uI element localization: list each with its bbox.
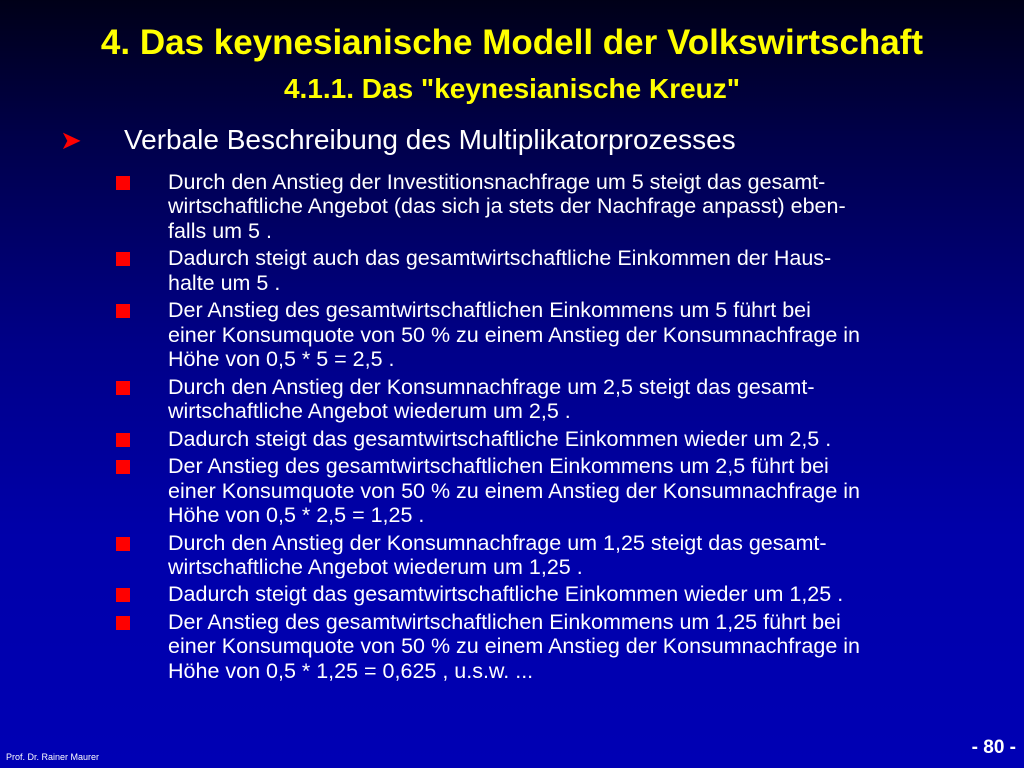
slide-title: 4. Das keynesianische Modell der Volkswirtschaft bbox=[100, 23, 924, 62]
list-item-text: Der Anstieg des gesamtwirtschaftlichen Einkommens um 5 führt bei einer Konsumquote von 50 % zu einem Anstieg der Konsumnachfrage in Höhe von 0,5 * 5 = 2,5 . bbox=[168, 298, 861, 371]
list-item bbox=[114, 531, 1014, 580]
square-bullet-icon bbox=[116, 616, 130, 630]
square-bullet-icon bbox=[116, 304, 130, 318]
bullet-list bbox=[114, 170, 1014, 686]
section-heading-text: Verbale Beschreibung des Multiplikatorprozesses bbox=[124, 124, 736, 155]
square-bullet-icon bbox=[116, 381, 130, 395]
list-item-text: Der Anstieg des gesamtwirtschaftlichen Einkommens um 1,25 führt bei einer Konsumquote von 50 % zu einem Anstieg der Konsumnachfrage in Höhe von 0,5 * 1,25 = 0,625 , u.s.w. ... bbox=[168, 610, 861, 683]
slide-subtitle: 4.1.1. Das "keynesianische Kreuz" bbox=[283, 73, 741, 104]
list-item-text: Durch den Anstieg der Konsumnachfrage um 1,25 steigt das gesamt- wirtschaftliche Angebot wiederum um 1,25 . bbox=[168, 530, 827, 579]
square-bullet-icon bbox=[116, 537, 130, 551]
square-bullet-icon bbox=[116, 460, 130, 474]
list-item-text: Dadurch steigt auch das gesamtwirtschaftliche Einkommen der Haus- halte um 5 . bbox=[168, 246, 832, 295]
footer-author: Prof. Dr. Rainer Maurer bbox=[6, 752, 100, 762]
list-item bbox=[114, 298, 1014, 371]
list-item-text: Dadurch steigt das gesamtwirtschaftliche Einkommen wieder um 2,5 . bbox=[168, 426, 832, 451]
list-item-text: Der Anstieg des gesamtwirtschaftlichen Einkommens um 2,5 führt bei einer Konsumquote von 50 % zu einem Anstieg der Konsumnachfrage in Höhe von 0,5 * 2,5 = 1,25 . bbox=[168, 454, 861, 527]
list-item-text: Durch den Anstieg der Investitionsnachfrage um 5 steigt das gesamt- wirtschaftliche Angebot (das sich ja stets der Nachfrage anpasst) eben- falls um 5 . bbox=[168, 170, 846, 243]
list-item-text: Dadurch steigt das gesamtwirtschaftliche Einkommen wieder um 1,25 . bbox=[168, 582, 844, 607]
list-item bbox=[114, 582, 1014, 606]
list-item bbox=[114, 375, 1014, 424]
square-bullet-icon bbox=[116, 176, 130, 190]
list-item-text: Durch den Anstieg der Konsumnachfrage um 2,5 steigt das gesamt- wirtschaftliche Angebot wiederum um 2,5 . bbox=[168, 374, 815, 423]
arrow-bullet-icon: ➤ bbox=[60, 125, 82, 155]
square-bullet-icon bbox=[116, 433, 130, 447]
list-item bbox=[114, 454, 1014, 527]
square-bullet-icon bbox=[116, 588, 130, 602]
list-item bbox=[114, 427, 1014, 451]
list-item bbox=[114, 170, 1014, 243]
page-number: - 80 - bbox=[971, 737, 1016, 758]
list-item bbox=[114, 610, 1014, 683]
section-heading bbox=[60, 122, 736, 158]
square-bullet-icon bbox=[116, 252, 130, 266]
list-item bbox=[114, 246, 1014, 295]
